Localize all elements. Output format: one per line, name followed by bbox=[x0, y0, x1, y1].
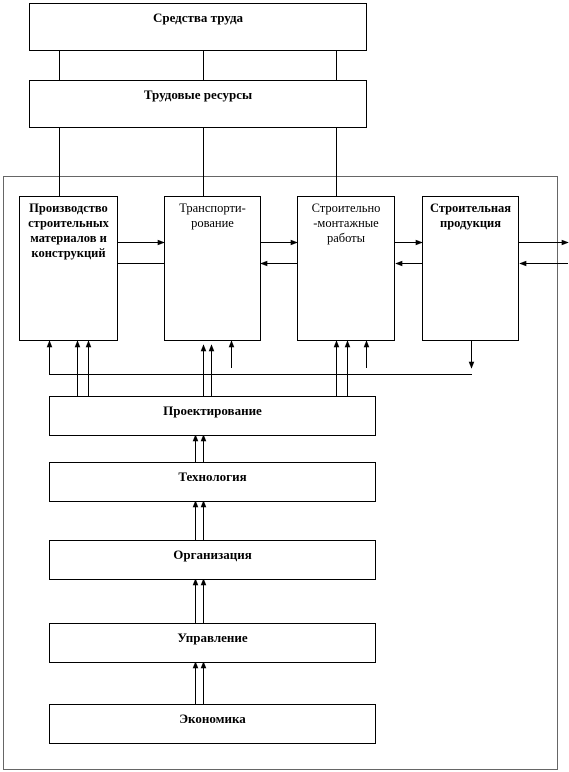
organization-label: Организация bbox=[173, 547, 252, 562]
labor-resources-label: Трудовые ресурсы bbox=[143, 87, 253, 102]
construction-output-box bbox=[422, 196, 519, 341]
construction-box bbox=[297, 196, 395, 341]
transport-label: Транспорти-рование bbox=[179, 201, 246, 230]
bus-arrows bbox=[50, 341, 472, 374]
economics-box bbox=[49, 704, 376, 744]
design-box bbox=[49, 396, 376, 436]
organization-box bbox=[49, 540, 376, 580]
labor-resources-box bbox=[29, 80, 367, 128]
transport-box bbox=[164, 196, 261, 341]
construction-label: Строительно -монтажные работы bbox=[311, 201, 381, 245]
design-label: Проектирование bbox=[163, 403, 262, 418]
economics-label: Экономика bbox=[179, 711, 246, 726]
production-box bbox=[19, 196, 118, 341]
management-label: Управление bbox=[177, 630, 248, 645]
production-label: Производство строительных материалов и конструкций bbox=[28, 201, 109, 260]
means-of-labor-box bbox=[29, 3, 367, 51]
construction-output-label: Строительная продукция bbox=[429, 201, 512, 230]
means-of-labor-label: Средства труда bbox=[152, 10, 244, 25]
technology-label: Технология bbox=[178, 469, 247, 484]
management-box bbox=[49, 623, 376, 663]
design-arrows bbox=[78, 341, 348, 396]
technology-box bbox=[49, 462, 376, 502]
